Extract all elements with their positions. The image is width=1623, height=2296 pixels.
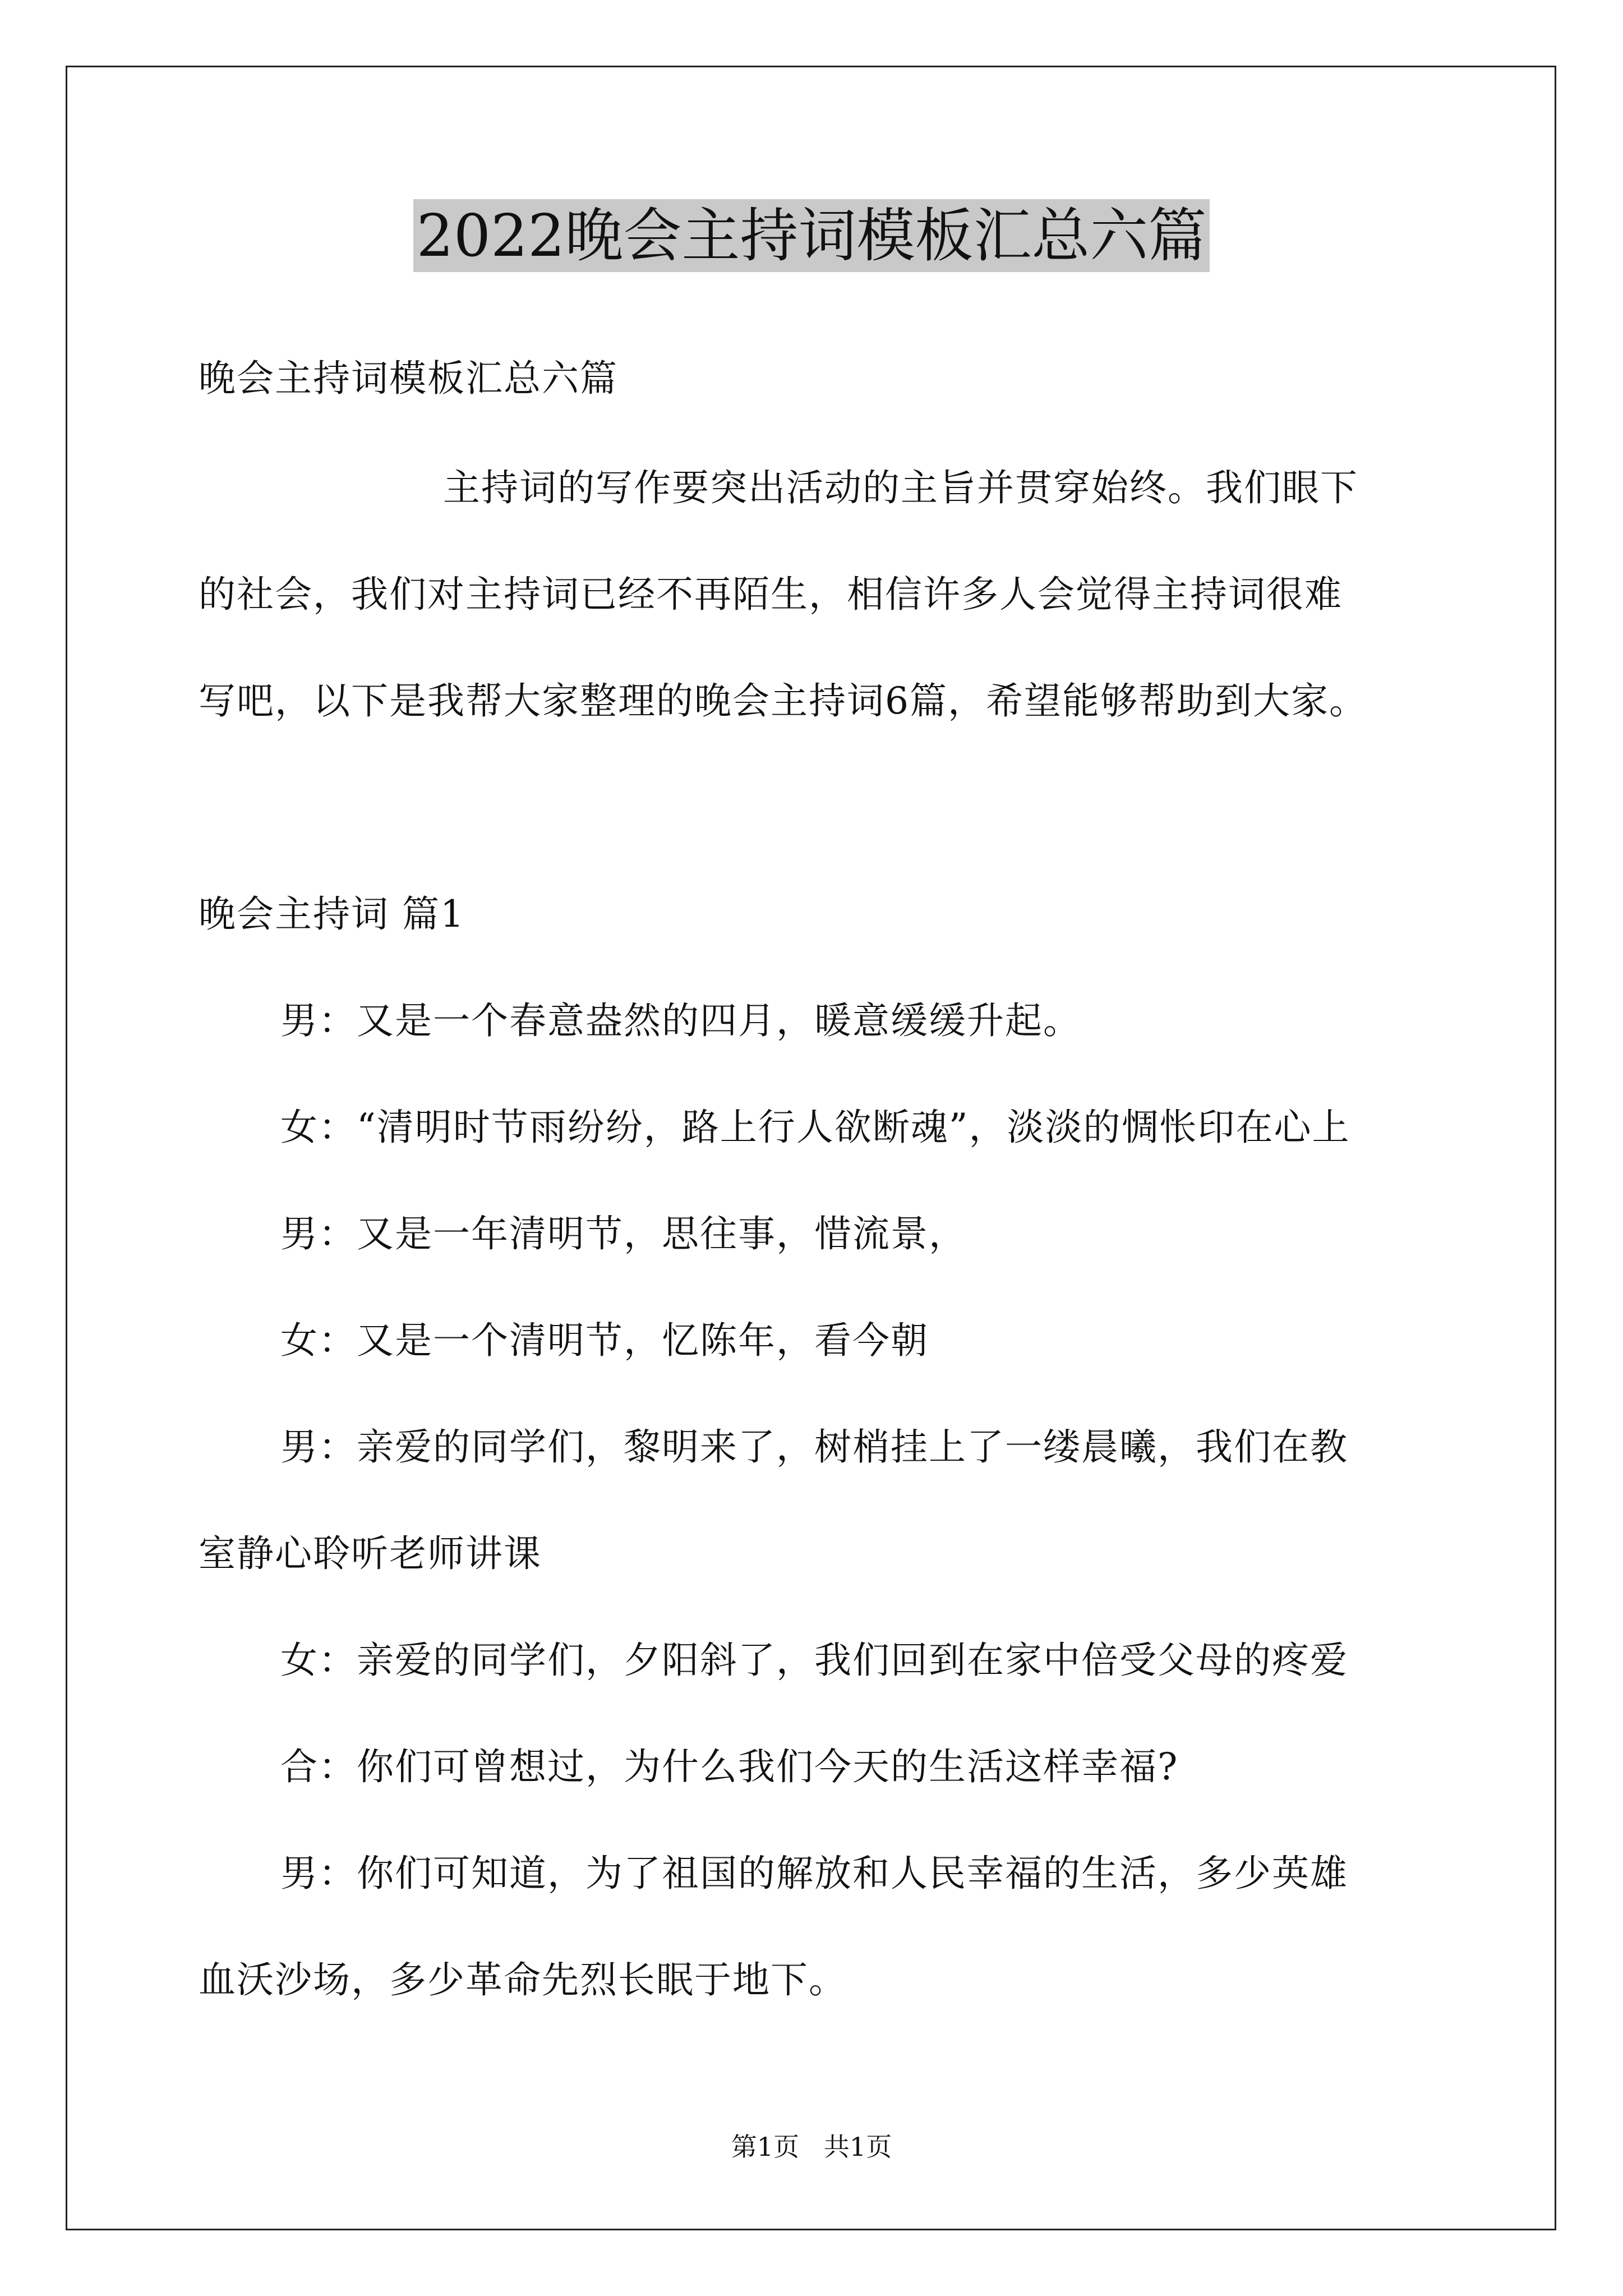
dialogue-line: 男：又是一年清明节，思往事，惜流景， — [280, 1212, 967, 1255]
section-heading: 晚会主持词 篇1 — [199, 892, 465, 936]
dialogue-line: 血沃沙场，多少革命先烈长眠于地下。 — [199, 1958, 847, 2001]
subtitle: 晚会主持词模板汇总六篇 — [199, 357, 618, 400]
dialogue-line: 女：亲爱的同学们，夕阳斜了，我们回到在家中倍受父母的疼爱 — [280, 1639, 1348, 1682]
title-text: 2022晚会主持词模板汇总六篇 — [413, 199, 1210, 272]
intro-line: 写吧，以下是我帮大家整理的晚会主持词6篇，希望能够帮助到大家。 — [199, 679, 1367, 723]
dialogue-line: 合：你们可曾想过，为什么我们今天的生活这样幸福? — [280, 1745, 1179, 1788]
document-title — [0, 196, 1623, 275]
dialogue-line: 室静心聆听老师讲课 — [199, 1532, 542, 1575]
dialogue-line: 男：亲爱的同学们，黎明来了，树梢挂上了一缕晨曦，我们在教 — [280, 1425, 1348, 1469]
intro-line: 的社会，我们对主持词已经不再陌生，相信许多人会觉得主持词很难 — [199, 573, 1343, 616]
dialogue-line: 男：你们可知道，为了祖国的解放和人民幸福的生活，多少英雄 — [280, 1852, 1348, 1895]
intro-line: 主持词的写作要突出活动的主旨并贯穿始终。我们眼下 — [443, 466, 1358, 509]
dialogue-line: 女：又是一个清明节，忆陈年，看今朝 — [280, 1319, 929, 1362]
dialogue-line: 女：“清明时节雨纷纷，路上行人欲断魂”，淡淡的惆怅印在心上 — [280, 1106, 1350, 1149]
dialogue-line: 男：又是一个春意盎然的四月，暖意缓缓升起。 — [280, 999, 1081, 1042]
page-footer: 第1页 共1页 — [731, 2132, 892, 2162]
